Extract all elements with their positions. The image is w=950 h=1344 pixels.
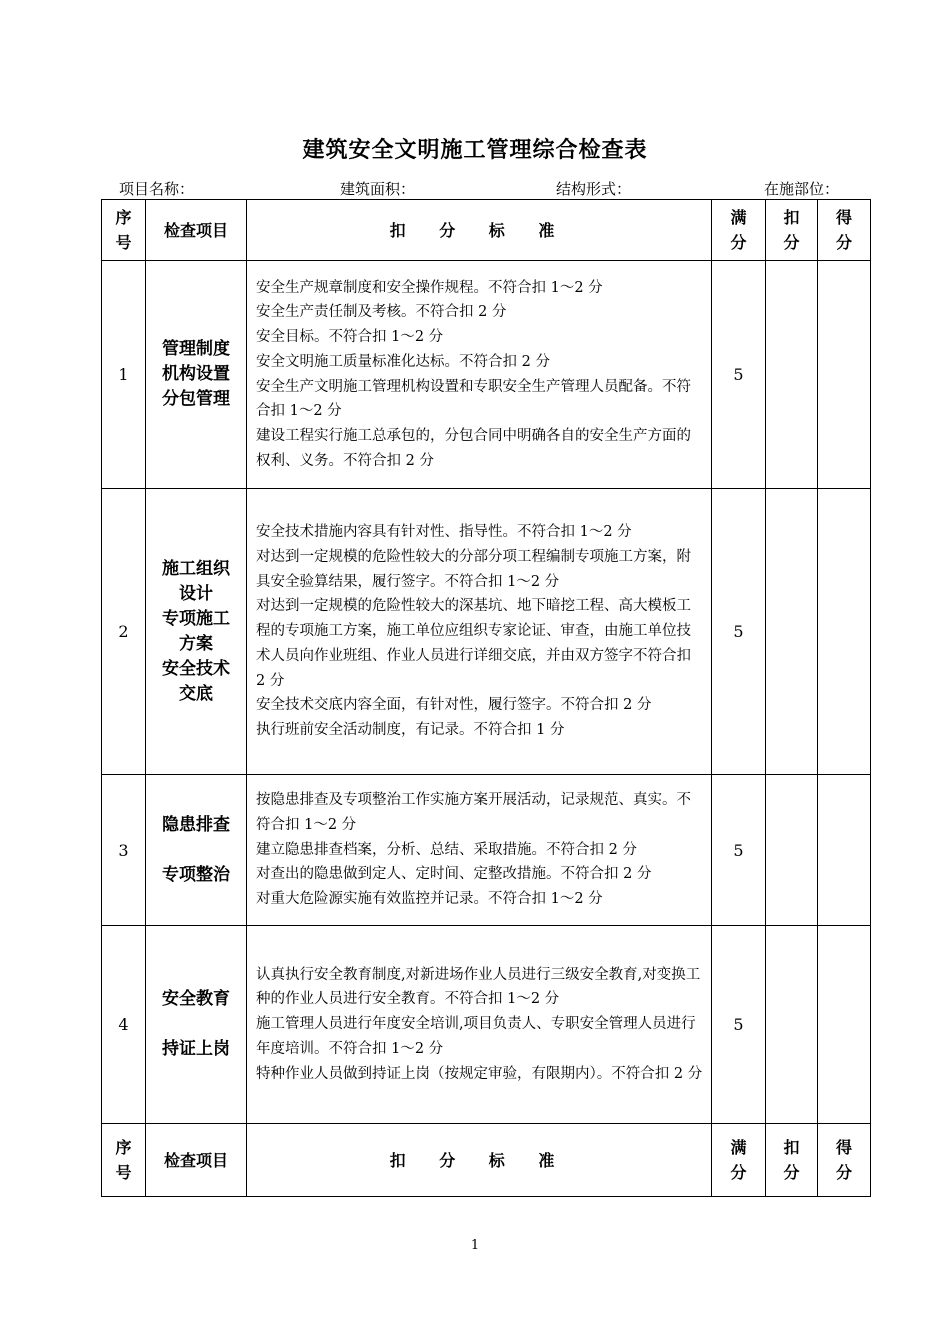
criteria-line: 建设工程实行施工总承包的，分包合同中明确各自的安全生产方面的权利、义务。不符合扣 2 分 <box>256 427 691 469</box>
criteria-line: 安全生产责任制及考核。不符合扣 2 分 <box>256 304 507 321</box>
criteria-line: 安全生产规章制度和安全操作规程。不符合扣 1～2 分 <box>256 279 603 296</box>
item-line: 分包管理 <box>162 389 230 409</box>
page-title: 建筑安全文明施工管理综合检查表 <box>302 137 648 163</box>
header-full-line: 满 <box>730 1138 747 1157</box>
header-seq-line: 号 <box>115 233 132 252</box>
criteria-line: 安全技术措施内容具有针对性、指导性。不符合扣 1～2 分 <box>256 524 632 541</box>
row-item <box>146 261 247 489</box>
criteria-line: 安全文明施工质量标准化达标。不符合扣 2 分 <box>256 353 550 370</box>
criteria-line: 认真执行安全教育制度,对新进场作业人员进行三级安全教育,对变换工种的作业人员进行安全教育。不符合扣 1～2 分 <box>256 966 701 1008</box>
row-full-score: 5 <box>712 926 766 1124</box>
row-got-cell[interactable] <box>818 775 871 926</box>
header-standard: 扣 分 标 准 <box>247 1124 712 1197</box>
construction-location-label: 在施部位： <box>764 180 840 198</box>
row-full-score: 5 <box>712 489 766 775</box>
header-deduct-line: 扣 <box>783 208 800 227</box>
item-line: 安全技术 <box>162 658 230 679</box>
criteria-line: 安全技术交底内容全面，有针对性，履行签字。不符合扣 2 分 <box>256 697 652 714</box>
criteria-line: 施工管理人员进行年度安全培训,项目负责人、专职安全管理人员进行年度培训。不符合扣 1～2 分 <box>256 1016 696 1057</box>
header-got <box>818 200 871 261</box>
header-full-line: 分 <box>730 1163 747 1182</box>
header-got-line: 得 <box>835 208 852 227</box>
header-deduct <box>766 1124 818 1197</box>
row-full-score: 5 <box>712 775 766 926</box>
header-deduct-line: 分 <box>783 233 800 252</box>
header-seq-line: 序 <box>115 1138 132 1157</box>
table-row <box>102 261 871 489</box>
row-got-cell[interactable] <box>818 926 871 1124</box>
item-line: 持证上岗 <box>162 1039 230 1059</box>
header-deduct <box>766 200 818 261</box>
header-item: 检查项目 <box>146 200 247 261</box>
row-full-score: 5 <box>712 261 766 489</box>
row-criteria <box>247 775 712 926</box>
header-full-line: 分 <box>730 233 747 252</box>
row-item <box>146 489 247 775</box>
header-seq-line: 号 <box>115 1163 132 1182</box>
header-got-line: 分 <box>835 233 852 252</box>
item-line: 施工组织 <box>162 558 230 579</box>
header-standard: 扣 分 标 准 <box>247 200 712 261</box>
table-row <box>102 775 871 926</box>
header-seq <box>102 1124 146 1197</box>
item-line: 专项施工 <box>162 608 230 629</box>
row-item <box>146 775 247 926</box>
page-number: 1 <box>470 1238 480 1253</box>
table-footer-header-row <box>102 1124 871 1197</box>
item-line: 设计 <box>179 583 213 604</box>
row-deduct-cell[interactable] <box>766 775 818 926</box>
header-deduct-line: 扣 <box>783 1138 800 1157</box>
criteria-line: 对查出的隐患做到定人、定时间、定整改措施。不符合扣 2 分 <box>256 866 652 883</box>
criteria-line: 安全生产文明施工管理机构设置和专职安全生产管理人员配备。不符合扣 1～2 分 <box>256 378 691 420</box>
criteria-line: 执行班前安全活动制度，有记录。不符合扣 1 分 <box>256 721 565 738</box>
header-got-line: 得 <box>835 1138 852 1157</box>
item-line: 安全教育 <box>162 989 230 1009</box>
item-spacer <box>146 838 246 863</box>
header-seq <box>102 200 146 261</box>
header-full-score <box>712 1124 766 1197</box>
item-line: 专项整治 <box>162 864 230 885</box>
row-got-cell[interactable] <box>818 489 871 775</box>
header-got <box>818 1124 871 1197</box>
row-seq: 1 <box>102 261 146 489</box>
criteria-line: 对达到一定规模的危险性较大的深基坑、地下暗挖工程、高大模板工程的专项施工方案，施工单位应组织专家论证、审查，由施工单位技术人员向作业班组、作业人员进行详细交底，并由双方签字不符合扣 2 分 <box>256 598 691 689</box>
header-full-line: 满 <box>730 208 747 227</box>
row-criteria <box>247 926 712 1124</box>
table-header-row <box>102 200 871 261</box>
criteria-line: 安全目标。不符合扣 1～2 分 <box>256 329 444 346</box>
header-got-line: 分 <box>835 1163 852 1182</box>
header-deduct-line: 分 <box>783 1163 800 1182</box>
table-row <box>102 489 871 775</box>
criteria-line: 对达到一定规模的危险性较大的分部分项工程编制专项施工方案，附具安全验算结果，履行签字。不符合扣 1～2 分 <box>256 549 691 590</box>
item-line: 方案 <box>179 633 213 654</box>
criteria-line: 对重大危险源实施有效监控并记录。不符合扣 1～2 分 <box>256 891 603 908</box>
row-criteria <box>247 489 712 775</box>
row-item <box>146 926 247 1124</box>
header-full-score <box>712 200 766 261</box>
item-spacer <box>146 1012 246 1037</box>
project-name-label: 项目名称： <box>119 180 195 198</box>
inspection-table <box>101 199 871 1197</box>
criteria-line: 按隐患排查及专项整治工作实施方案开展活动，记录规范、真实。不符合扣 1～2 分 <box>256 792 691 833</box>
header-item: 检查项目 <box>146 1124 247 1197</box>
row-deduct-cell[interactable] <box>766 489 818 775</box>
table-row <box>102 926 871 1124</box>
criteria-line: 特种作业人员做到持证上岗（按规定审验，有限期内）。不符合扣 2 分 <box>256 1065 703 1082</box>
item-line: 机构设置 <box>162 364 230 384</box>
row-got-cell[interactable] <box>818 261 871 489</box>
building-area-label: 建筑面积： <box>340 180 416 198</box>
row-seq: 3 <box>102 775 146 926</box>
structure-type-label: 结构形式： <box>556 180 632 198</box>
item-line: 交底 <box>179 683 213 704</box>
row-deduct-cell[interactable] <box>766 926 818 1124</box>
item-line: 管理制度 <box>162 339 230 359</box>
header-seq-line: 序 <box>115 208 132 227</box>
item-line: 隐患排查 <box>162 814 230 835</box>
row-deduct-cell[interactable] <box>766 261 818 489</box>
row-criteria <box>247 261 712 489</box>
row-seq: 2 <box>102 489 146 775</box>
criteria-line: 建立隐患排查档案，分析、总结、采取措施。不符合扣 2 分 <box>256 841 637 858</box>
row-seq: 4 <box>102 926 146 1124</box>
